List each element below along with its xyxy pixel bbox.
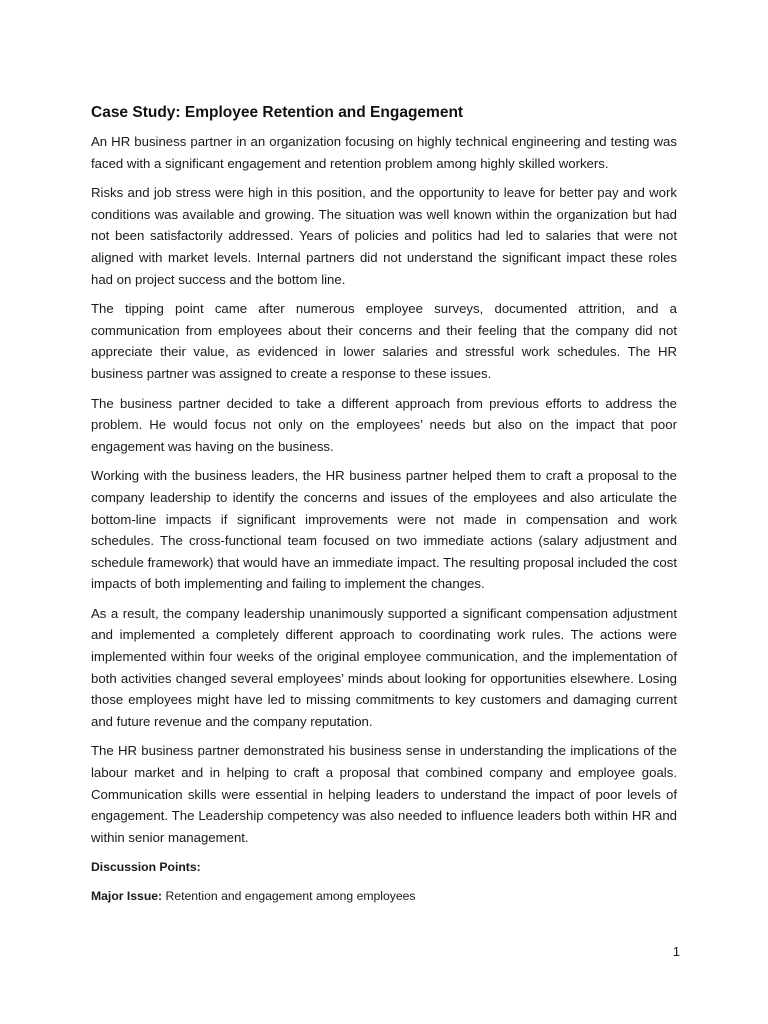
paragraph-result: As a result, the company leadership unanimously supported a significant compensation adjustment and implemented a completely different approach to coordinating work rules. The actions were implemented within four weeks of the original employee communication, and the implementation of both activities changed several employees’ minds about looking for opportunities elsewhere. Losing those employees might have led to missing commitments to key customers and damaging current and future revenue and the company reputation. bbox=[91, 605, 677, 729]
major-issue-text: Retention and engagement among employees bbox=[162, 889, 416, 904]
page-number: 1 bbox=[672, 944, 680, 959]
paragraph-tipping-point: The tipping point came after numerous employee surveys, documented attrition, and a communication from employees about their concerns and their feeling that the company did not appreciate their value, as evidenced in lower salaries and stressful work schedules. The HR business partner was assigned to create a response to these issues. bbox=[91, 301, 677, 381]
paragraph-approach: The business partner decided to take a different approach from previous efforts to address the problem. He would focus not only on the employees’ needs but also on the impact that poor engagement was having on the business. bbox=[91, 395, 677, 454]
discussion-heading: Discussion Points: bbox=[91, 860, 201, 875]
major-issue-line bbox=[91, 887, 677, 905]
paragraph-risks: Risks and job stress were high in this position, and the opportunity to leave for better pay and work conditions was available and growing. The situation was well known within the organization but had not been satisfactorily addressed. Years of policies and politics had led to salaries that were not aligned with market levels. Internal partners did not understand the significant impact these roles had on project success and the bottom line. bbox=[91, 185, 677, 287]
document-title: Case Study: Employee Retention and Engagement bbox=[91, 104, 464, 121]
paragraph-conclusion: The HR business partner demonstrated his business sense in understanding the implications of the labour market and in helping to craft a proposal that combined company and employee goals. Communication skills were essential in helping leaders to understand the impact of poor levels of engagement. The Leadership competency was also needed to influence leaders both within HR and within senior management. bbox=[91, 743, 677, 845]
paragraph-proposal: Working with the business leaders, the HR business partner helped them to craft a proposal to the company leadership to identify the concerns and issues of the employees and also articulate the bottom-line impacts if significant improvements were not made in compensation and work schedules. The cross-functional team focused on two immediate actions (salary adjustment and schedule framework) that would have an immediate impact. The resulting proposal included the cost impacts of both implementing and failing to implement the changes. bbox=[91, 468, 677, 592]
paragraph-intro: An HR business partner in an organization focusing on highly technical engineering and testing was faced with a significant engagement and retention problem among highly skilled workers. bbox=[91, 134, 677, 171]
major-issue-label: Major Issue: bbox=[91, 889, 163, 904]
document-body bbox=[91, 103, 677, 905]
